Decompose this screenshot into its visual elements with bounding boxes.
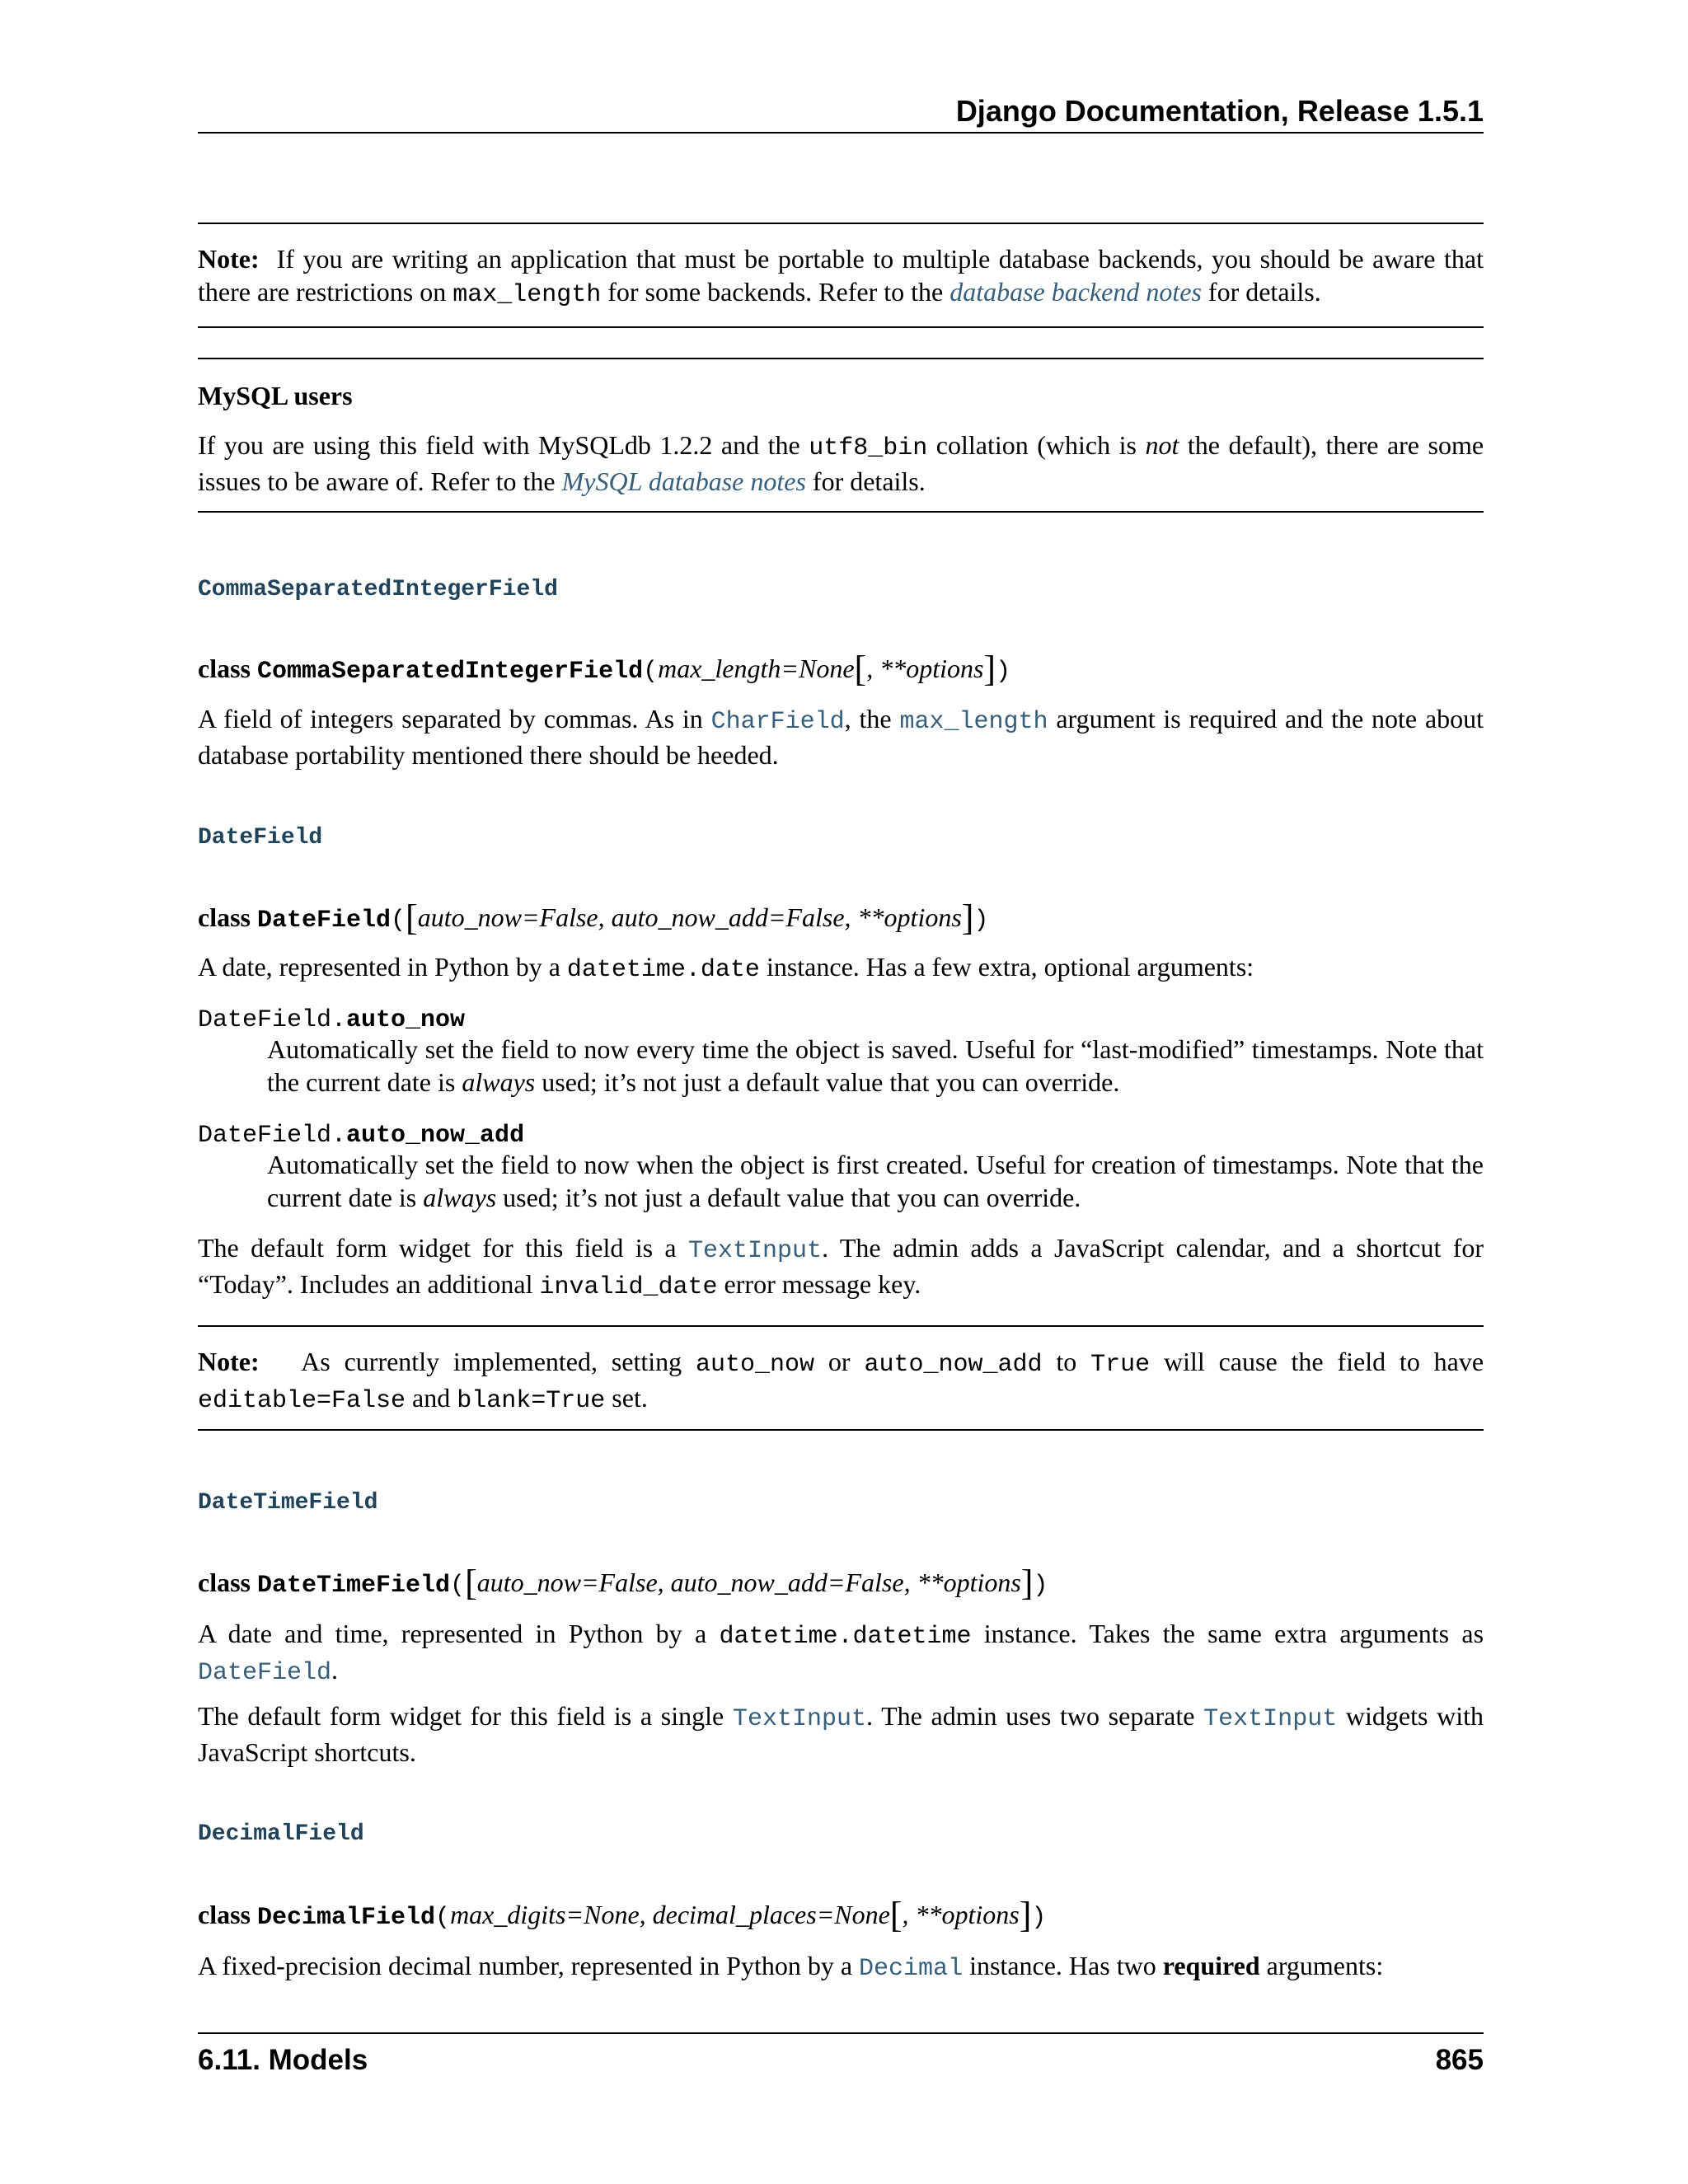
code-datetime-datetime: datetime.datetime	[719, 1623, 972, 1651]
link-textinput[interactable]: TextInput	[732, 1705, 866, 1733]
datefield-description: A date, represented in Python by a datetime.date instance. Has a few extra, optional arguments:	[198, 952, 1254, 984]
page-number: 865	[1435, 2044, 1484, 2076]
note-text: Note: As currently implemented, setting auto_now or auto_now_add to True will cause the field to have editable=False and blank=True set.	[198, 1347, 1484, 1415]
note-box-auto-now	[198, 1325, 1484, 1431]
auto-now-add-description: Automatically set the field to now when the object is first created. Useful for creation of timestamps. Note that the current date is always used; it’s not just a default value that you can override.	[267, 1150, 1484, 1212]
decimalfield-description: A fixed-precision decimal number, represented in Python by a Decimal instance. Has two required arguments:	[198, 1951, 1384, 1983]
link-mysql-database-notes[interactable]: MySQL database notes	[561, 466, 806, 496]
signature-commaseparatedintegerfield: class CommaSeparatedIntegerField(max_length=None[, **options])	[198, 649, 1011, 689]
signature-datefield: class DateField([auto_now=False, auto_now_add=False, **options])	[198, 898, 989, 938]
link-database-backend-notes[interactable]: database backend notes	[950, 277, 1202, 307]
section-title-datefield: DateField	[198, 825, 323, 851]
link-charfield[interactable]: CharField	[710, 708, 845, 736]
datefield-widget-text: The default form widget for this field is a TextInput. The admin adds a JavaScript calendar, and a shortcut for “Today”. Includes an additional invalid_date error message key.	[198, 1233, 1484, 1301]
running-header	[198, 92, 1484, 134]
mysql-title: MySQL users	[198, 381, 353, 410]
attribute-auto-now: DateField.auto_now	[198, 1006, 466, 1034]
code-max-length: max_length	[452, 281, 602, 309]
link-datefield[interactable]: DateField	[198, 1659, 332, 1687]
code-invalid-date: invalid_date	[539, 1273, 718, 1301]
datetimefield-description: A date and time, represented in Python by a datetime.datetime instance. Takes the same extra arguments as DateField.	[198, 1619, 1484, 1687]
signature-decimalfield: class DecimalField(max_digits=None, decimal_places=None[, **options])	[198, 1895, 1047, 1935]
link-max-length[interactable]: max_length	[899, 708, 1048, 736]
note-text: Note: If you are writing an application that must be portable to multiple database backends, you should be aware that there are restrictions on max_length for some backends. Refer to the database backend notes for details.	[198, 244, 1484, 309]
signature-datetimefield: class DateTimeField([auto_now=False, auto_now_add=False, **options])	[198, 1563, 1048, 1603]
document-page	[198, 0, 1484, 2184]
link-decimal[interactable]: Decimal	[859, 1955, 964, 1983]
footer-section: 6.11. Models	[198, 2044, 368, 2076]
header-title: Django Documentation, Release 1.5.1	[955, 94, 1484, 128]
note-label: Note:	[198, 244, 260, 274]
mysql-users-box	[198, 358, 1484, 513]
running-footer	[198, 2032, 1484, 2079]
auto-now-description: Automatically set the field to now every time the object is saved. Useful for “last-modified” timestamps. Note that the current date is always used; it’s not just a default value that you can override.	[267, 1034, 1484, 1097]
note-box-max-length	[198, 223, 1484, 328]
mysql-text: If you are using this field with MySQLdb 1.2.2 and the utf8_bin collation (which is not the default), there are some issues to be aware of. Refer to the MySQL database notes for details.	[198, 430, 1484, 496]
datetimefield-widget-text: The default form widget for this field is a single TextInput. The admin uses two separate TextInput widgets with JavaScript shortcuts.	[198, 1701, 1484, 1767]
csif-description: A field of integers separated by commas. As in CharField, the max_length argument is required and the note about database portability mentioned there should be heeded.	[198, 704, 1484, 770]
code-datetime-date: datetime.date	[566, 956, 760, 984]
note-label: Note:	[198, 1347, 260, 1376]
section-title-commaseparatedintegerfield: CommaSeparatedIntegerField	[198, 577, 558, 602]
section-title-datetimefield: DateTimeField	[198, 1490, 378, 1516]
link-textinput[interactable]: TextInput	[688, 1237, 823, 1265]
section-title-decimalfield: DecimalField	[198, 1821, 364, 1847]
link-textinput[interactable]: TextInput	[1203, 1705, 1338, 1733]
code-utf8-bin: utf8_bin	[809, 434, 928, 462]
attribute-auto-now-add: DateField.auto_now_add	[198, 1122, 525, 1150]
